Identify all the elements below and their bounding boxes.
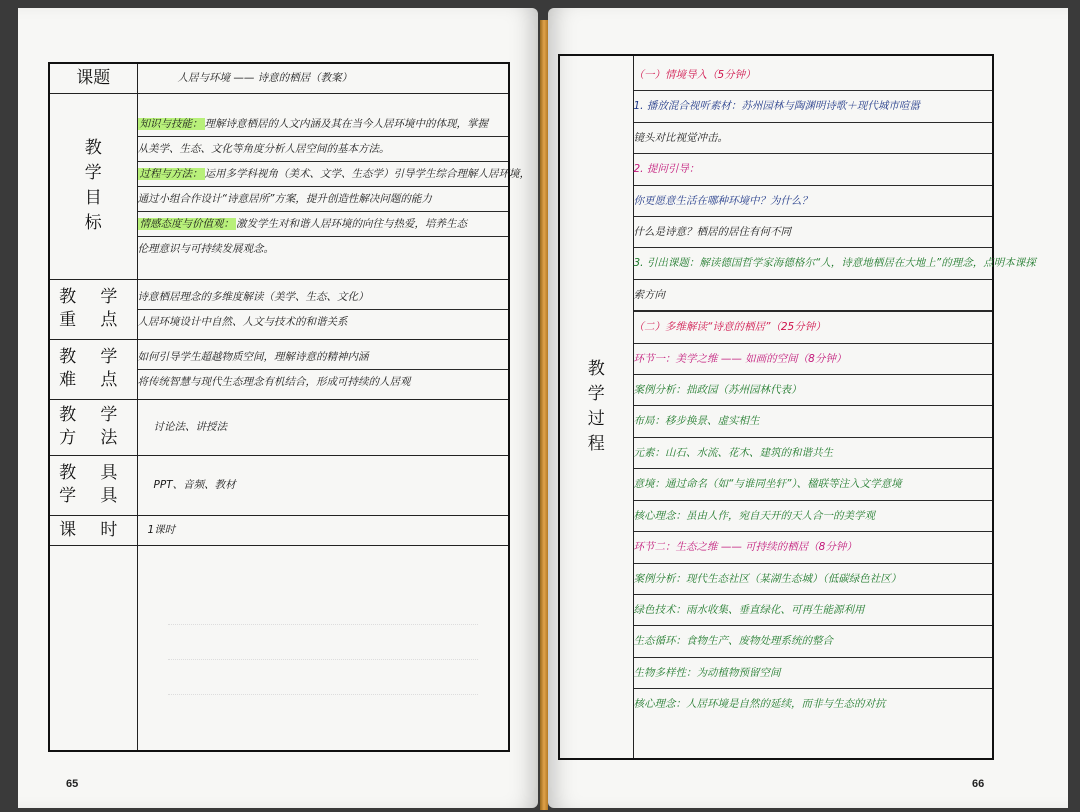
- process-line: 核心理念：人居环境是自然的延续，而非与生态的对抗: [633, 698, 886, 711]
- key-point-line: 人居环境设计中自然、人文与技术的和谐关系: [137, 315, 348, 328]
- process-line: 镜头对比视觉冲击。: [634, 123, 993, 154]
- process-line: 布局：移步换景、虚实相生: [634, 406, 993, 437]
- process-line: 2. 提问引导：: [634, 154, 993, 185]
- process-line: 元素：山石、水流、花木、建筑的和谐共生: [634, 438, 993, 469]
- methods-content: 讨论法、讲授法: [137, 399, 509, 455]
- process-line: 生态循环：食物生产、废物处理系统的整合: [634, 626, 993, 657]
- key-point-line: 诗意栖居理念的多维度解读（美学、生态、文化）: [138, 285, 509, 310]
- process-line: 案例分析：拙政园（苏州园林代表）: [634, 375, 993, 406]
- row-key-points: [49, 279, 509, 339]
- process-line: 案例分析：现代生态社区（某湖生态城）（低碳绿色社区）: [634, 564, 993, 595]
- process-line: （一）情境导入（5分钟）: [634, 60, 993, 91]
- process-line: 生物多样性：为动植物预留空间: [634, 658, 993, 689]
- page-number-right: 66: [972, 778, 985, 790]
- page-number-left: 65: [66, 778, 79, 790]
- objectives-content: [137, 93, 530, 279]
- label-difficulties: 教 学 难 点: [49, 339, 137, 399]
- process-line: 索方向: [634, 280, 993, 311]
- topic-value: 人居与环境 —— 诗意的栖居（教案）: [137, 63, 509, 93]
- label-periods: 课 时: [49, 515, 137, 545]
- label-topic: 课题: [49, 63, 137, 93]
- objective-line: 过程与方法： 运用多学科视角（美术、文学、生态学）引导学生综合理解人居环境，: [138, 162, 509, 187]
- label-objectives: 教 学 目 标: [49, 93, 137, 279]
- label-tools: 教 具 学 具: [49, 455, 137, 515]
- book-spine: [540, 20, 548, 810]
- process-line: 你更愿意生活在哪种环境中？为什么？: [634, 186, 993, 217]
- process-line: 绿色技术：雨水收集、垂直绿化、可再生能源利用: [634, 595, 993, 626]
- process-line: 环节二：生态之维 —— 可持续的栖居（8分钟）: [634, 532, 993, 563]
- lesson-plan-table-left: [48, 62, 530, 752]
- process-line: 什么是诗意？栖居的居住有何不同: [634, 217, 993, 248]
- process-line: 1. 播放混合视听素材：苏州园林与陶渊明诗歌＋现代城市喧嚣: [634, 91, 993, 122]
- objective-line: 知识与技能： 理解诗意栖居的人文内涵及其在当今人居环境中的体现，掌握: [138, 112, 509, 137]
- row-periods: [49, 515, 509, 545]
- process-line: 意境：通过命名（如“与谁同坐轩”）、楹联等注入文学意境: [634, 469, 993, 500]
- row-objectives: [49, 93, 509, 279]
- label-process: 教 学 过 程: [559, 55, 633, 759]
- blank-content-cell: [137, 545, 509, 751]
- row-methods: [49, 399, 509, 455]
- lesson-plan-table-right: [558, 54, 1036, 760]
- row-blank: [49, 545, 509, 751]
- row-topic: [49, 63, 509, 93]
- row-difficulties: [49, 339, 509, 399]
- objective-line: 通过小组合作设计“诗意居所”方案，提升创造性解决问题的能力: [138, 187, 509, 212]
- key-points-content: [137, 279, 509, 339]
- process-line: 3. 引出课题：解读德国哲学家海德格尔“人，诗意地栖居在大地上”的理念，点明本课探: [634, 248, 993, 279]
- label-methods: 教 学 方 法: [49, 399, 137, 455]
- difficulty-line: 将传统智慧与现代生态理念有机结合，形成可持续的人居观: [137, 375, 411, 388]
- process-line: （二）多维解读“诗意的栖居”（25分钟）: [634, 312, 993, 343]
- row-process: [559, 55, 993, 759]
- process-line: 环节一：美学之维 —— 如画的空间（8分钟）: [634, 344, 993, 375]
- blank-label-cell: [49, 545, 137, 751]
- periods-content: 1课时: [137, 515, 509, 545]
- row-tools: [49, 455, 509, 515]
- objective-line: 伦理意识与可持续发展观念。: [137, 242, 274, 255]
- objective-line: 从美学、生态、文化等角度分析人居空间的基本方法。: [138, 137, 509, 162]
- difficulties-content: [137, 339, 509, 399]
- difficulty-line: 如何引导学生超越物质空间，理解诗意的精神内涵: [138, 345, 509, 370]
- tools-content: PPT、音频、教材: [137, 455, 509, 515]
- process-line: 核心理念：虽由人作，宛自天开的天人合一的美学观: [634, 501, 993, 532]
- label-key-points: 教 学 重 点: [49, 279, 137, 339]
- objective-line: 情感态度与价值观： 激发学生对和谐人居环境的向往与热爱，培养生态: [138, 212, 509, 237]
- process-content: [633, 55, 1036, 759]
